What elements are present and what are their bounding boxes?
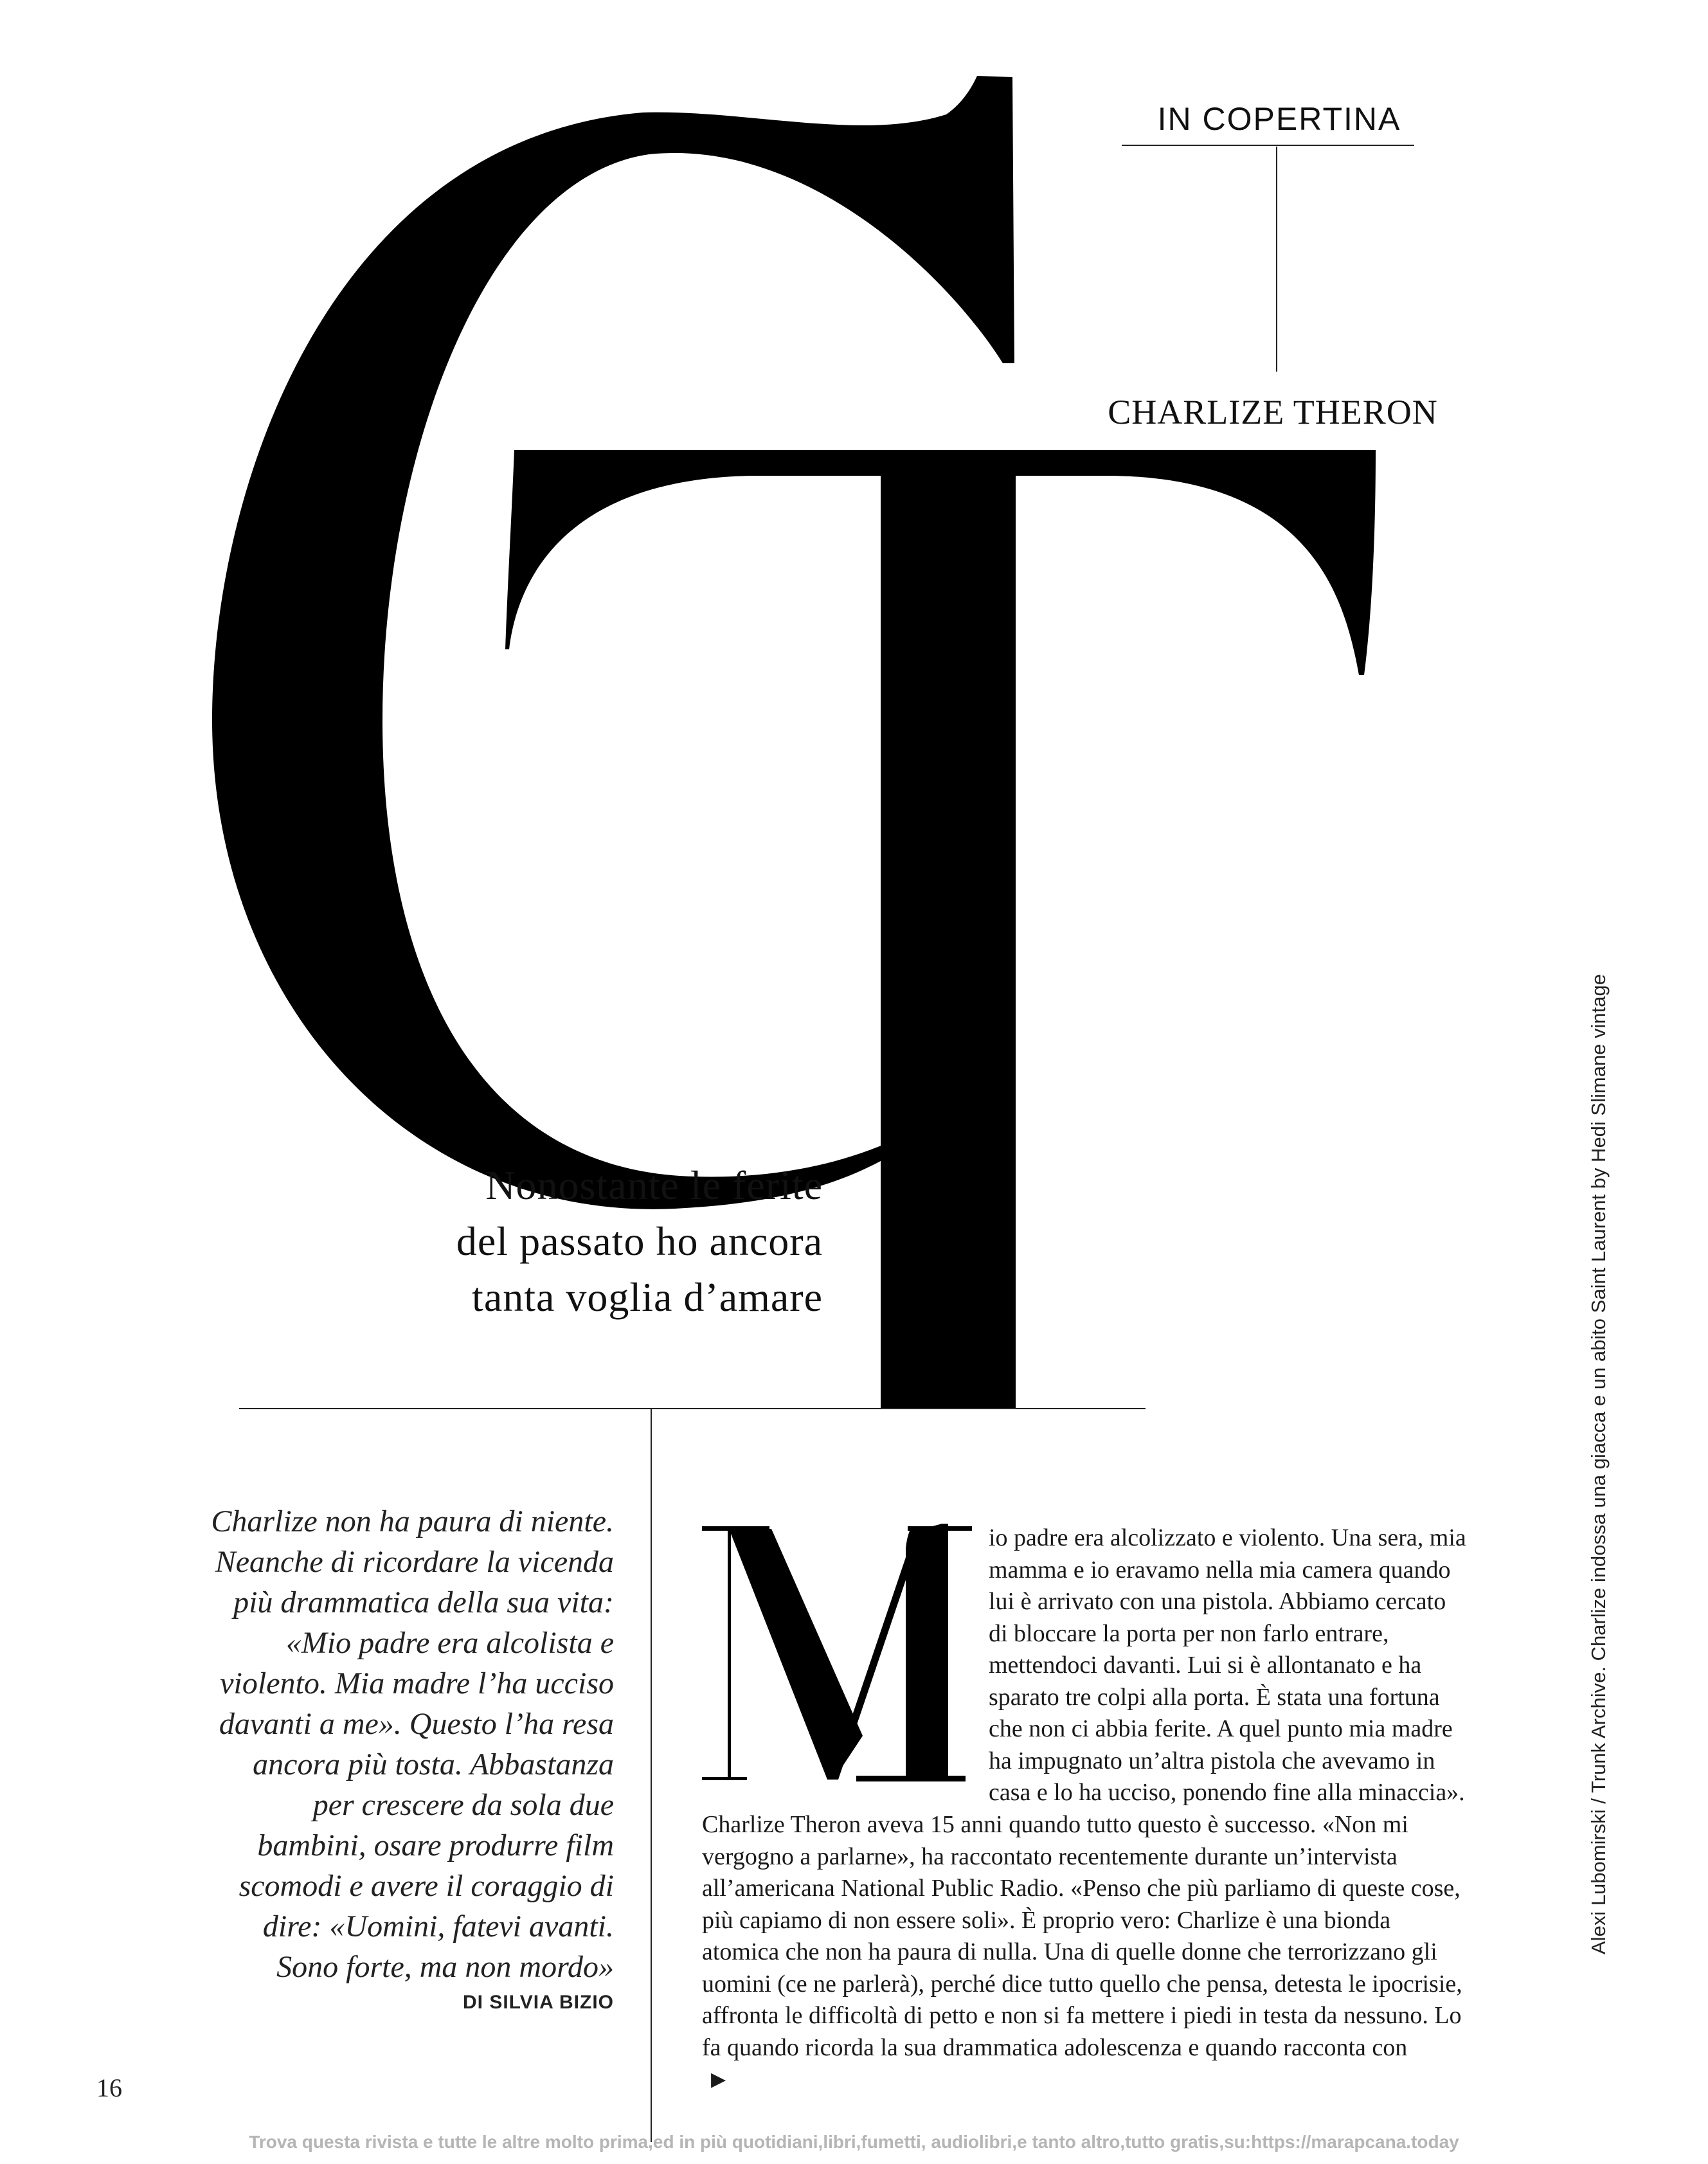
page-number: 16 xyxy=(96,2073,122,2102)
standfirst-line: Sono forte, ma non mordo» xyxy=(276,1950,614,1984)
body-text-wrapped xyxy=(989,1522,1466,1809)
standfirst-line: Neanche di ricordare la vicenda xyxy=(215,1545,614,1579)
body-line: all’americana National Public Radio. «Penso che più parliamo di queste cose, xyxy=(702,1875,1461,1902)
body-text-full-width xyxy=(702,1809,1462,2096)
standfirst xyxy=(161,1501,614,1987)
standfirst-line: bambini, osare produrre film xyxy=(257,1828,614,1862)
standfirst-line: più drammatica della sua vita: xyxy=(233,1585,614,1619)
photo-credit: Alexi Lubomirski / Trunk Archive. Charlize indossa una giacca e un abito Saint Laurent by Hedi Slimane vintage xyxy=(1587,974,1610,1954)
body-line: ha impugnato un’altra pistola che avevamo in xyxy=(989,1747,1435,1774)
column-divider-line xyxy=(651,1409,652,2142)
body-line: atomica che non ha paura di nulla. Una di quelle donne che terrorizzano gli xyxy=(702,1938,1437,1965)
cover-subject-kicker: CHARLIZE THERON xyxy=(1108,393,1438,431)
standfirst-line: davanti a me». Questo l’ha resa xyxy=(219,1707,614,1741)
standfirst-line: Charlize non ha paura di niente. xyxy=(211,1504,614,1538)
drop-cap-m xyxy=(702,1524,972,1787)
body-line: uomini (ce ne parlerà), perché dice tutto quello che pensa, detesta le ipocrisie, xyxy=(702,1970,1462,1997)
pull-quote xyxy=(360,1157,823,1325)
body-line: che non ci abbia ferite. A quel punto mia madre xyxy=(989,1715,1453,1742)
standfirst-line: «Mio padre era alcolista e xyxy=(285,1626,614,1660)
body-line: Charlize Theron aveva 15 anni quando tutto questo è successo. «Non mi xyxy=(702,1811,1408,1838)
monogram-letter-t-stem xyxy=(881,453,1016,1408)
byline: DI SILVIA BIZIO xyxy=(462,1992,614,2013)
body-line: lui è arrivato con una pistola. Abbiamo cercato xyxy=(989,1588,1446,1615)
pull-quote-line: del passato ho ancora xyxy=(456,1218,823,1264)
body-line: più capiamo di non essere soli». È proprio vero: Charlize è una bionda xyxy=(702,1906,1391,1934)
pull-quote-line: Nonostante le ferite xyxy=(485,1162,823,1208)
standfirst-line: ancora più tosta. Abbastanza xyxy=(253,1747,614,1781)
body-line-last xyxy=(702,2032,1462,2096)
footer-note: Trova questa rivista e tutte le altre molto prima,ed in più quotidiani,libri,fumetti, audiolibri,e tanto altro,tutto gratis,su:https://marapcana.today xyxy=(249,2132,1459,2152)
continue-arrow-icon: ▶ xyxy=(711,2069,726,2090)
body-line: mettendoci davanti. Lui si è allontanato e ha xyxy=(989,1652,1422,1679)
body-line: io padre era alcolizzato e violento. Una sera, mia xyxy=(989,1524,1466,1551)
standfirst-line: violento. Mia madre l’ha ucciso xyxy=(220,1666,614,1700)
body-line: vergogno a parlarne», ha raccontato recentemente durante un’intervista xyxy=(702,1843,1398,1870)
standfirst-line: per crescere da sola due xyxy=(312,1788,614,1822)
body-line-text: fa quando ricorda la sua drammatica adolescenza e quando racconta con xyxy=(702,2033,1408,2061)
body-line: casa e lo ha ucciso, ponendo fine alla minaccia». xyxy=(989,1779,1465,1806)
body-line: affronta le difficoltà di petto e non si fa mettere i piedi in testa da nessuno. Lo xyxy=(702,2002,1462,2029)
pull-quote-line: tanta voglia d’amare xyxy=(472,1274,823,1320)
standfirst-line: dire: «Uomini, fatevi avanti. xyxy=(262,1909,614,1943)
body-line: di bloccare la porta per non farlo entrare, xyxy=(989,1619,1389,1647)
content-divider-rule xyxy=(239,1408,1146,1409)
standfirst-line: scomodi e avere il coraggio di xyxy=(238,1869,614,1903)
body-line: sparato tre colpi alla porta. È stata una fortuna xyxy=(989,1683,1440,1711)
section-rule xyxy=(1122,145,1414,146)
section-connector-line xyxy=(1276,147,1277,372)
body-line: mamma e io eravamo nella mia camera quando xyxy=(989,1556,1451,1583)
section-label: IN COPERTINA xyxy=(1157,101,1401,137)
